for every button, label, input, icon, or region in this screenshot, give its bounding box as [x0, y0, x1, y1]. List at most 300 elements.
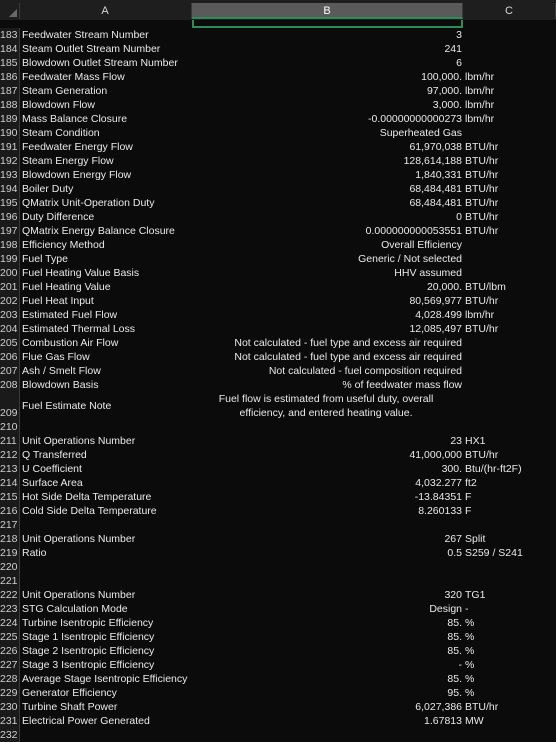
cell-b[interactable]: [192, 56, 462, 70]
cell-b-text: 4,032.277: [415, 477, 462, 489]
cell-b-text: 241: [444, 43, 462, 55]
row-header[interactable]: [0, 504, 20, 518]
table-row: [0, 56, 556, 70]
column-header-b[interactable]: B: [192, 3, 463, 19]
cell-c[interactable]: [465, 210, 556, 224]
row-header[interactable]: [0, 630, 20, 644]
cell-c[interactable]: [465, 140, 556, 154]
table-row: [0, 658, 556, 672]
cell-b-text: 85.: [447, 631, 462, 643]
cell-b[interactable]: [192, 224, 462, 238]
select-all-triangle-icon: [9, 9, 17, 17]
row-header[interactable]: [0, 126, 20, 140]
row-header[interactable]: [0, 182, 20, 196]
cell-a-text: Unit Operations Number: [22, 589, 136, 601]
cell-b[interactable]: [192, 644, 462, 658]
cell-b[interactable]: [192, 280, 462, 294]
cell-b[interactable]: [192, 238, 462, 252]
cell-c[interactable]: [465, 28, 556, 42]
row-number: 211: [0, 435, 17, 447]
table-row: [0, 308, 556, 322]
row-header[interactable]: [0, 658, 20, 672]
cell-a-text: Ash / Smelt Flow: [22, 365, 101, 377]
row-number: 226: [0, 645, 18, 657]
cell-c[interactable]: [465, 364, 556, 378]
cell-b[interactable]: [192, 336, 462, 350]
cell-b-text: 3,000.: [432, 99, 462, 111]
cell-b[interactable]: [192, 28, 462, 42]
cell-b[interactable]: [192, 532, 462, 546]
cell-b-text: 3: [456, 29, 462, 41]
row-number: 198: [0, 239, 18, 251]
cell-c-text: %: [465, 631, 475, 643]
row-header[interactable]: [0, 574, 20, 588]
cell-b-text: Not calculated - fuel composition required: [268, 365, 462, 377]
row-header[interactable]: [0, 70, 20, 84]
row-header[interactable]: [0, 546, 20, 560]
row-header[interactable]: [0, 280, 20, 294]
row-header[interactable]: [0, 336, 20, 350]
row-header[interactable]: [0, 84, 20, 98]
cell-b[interactable]: [192, 462, 462, 476]
cell-b[interactable]: [192, 420, 462, 434]
table-row: [0, 490, 556, 504]
cell-c[interactable]: [465, 420, 556, 434]
cell-b[interactable]: [192, 518, 462, 532]
row-number: 196: [0, 211, 18, 223]
row-number: 213: [0, 463, 18, 475]
table-row: [0, 238, 556, 252]
cell-c[interactable]: [465, 546, 556, 560]
cell-a-text: Steam Outlet Stream Number: [22, 43, 161, 55]
cell-c-text: Btu/(hr-ft2F): [465, 463, 522, 475]
row-header[interactable]: [0, 210, 20, 224]
cell-b[interactable]: [192, 168, 462, 182]
row-header[interactable]: [0, 532, 20, 546]
cell-b[interactable]: [192, 154, 462, 168]
row-number: 216: [0, 505, 18, 517]
cell-a-text: Stage 2 Isentropic Efficiency: [22, 645, 155, 657]
row-header[interactable]: [0, 434, 20, 448]
cell-b[interactable]: [192, 602, 462, 616]
cell-a-text: Fuel Heat Input: [22, 295, 94, 307]
cell-a-text: Boiler Duty: [22, 183, 74, 195]
cell-b[interactable]: [192, 574, 462, 588]
cell-a-text: Fuel Estimate Note: [22, 400, 112, 412]
cell-c[interactable]: [465, 518, 556, 532]
cell-c[interactable]: [465, 322, 556, 336]
cell-c-text: lbm/hr: [465, 309, 495, 321]
row-header[interactable]: [0, 714, 20, 728]
row-header[interactable]: [0, 588, 20, 602]
cell-b[interactable]: [192, 98, 462, 112]
table-row: [0, 588, 556, 602]
cell-b-text: 4,028.499: [415, 309, 462, 321]
cell-a-text: Ratio: [22, 547, 47, 559]
cell-c-text: BTU/hr: [465, 211, 499, 223]
row-header[interactable]: [0, 490, 20, 504]
cell-c[interactable]: [465, 686, 556, 700]
cell-b[interactable]: [192, 308, 462, 322]
cell-c-text: lbm/hr: [465, 113, 495, 125]
cell-b-text: -: [458, 659, 462, 671]
cell-b-text: 0.000000000053551: [365, 225, 462, 237]
cell-a-text: Turbine Isentropic Efficiency: [22, 617, 154, 629]
row-number: 190: [0, 127, 18, 139]
cell-c[interactable]: [465, 392, 556, 420]
cell-a-text: Fuel Type: [22, 253, 68, 265]
row-number: 223: [0, 603, 18, 615]
row-header[interactable]: [0, 98, 20, 112]
cell-a-text: Feedwater Stream Number: [22, 29, 149, 41]
table-row: [0, 84, 556, 98]
cell-b-text: HHV assumed: [394, 267, 462, 279]
cell-c[interactable]: [465, 350, 556, 364]
cell-a-text: Blowdown Basis: [22, 379, 99, 391]
cell-b[interactable]: [192, 658, 462, 672]
row-header[interactable]: [0, 476, 20, 490]
row-header[interactable]: [0, 700, 20, 714]
table-row: [0, 70, 556, 84]
cell-b[interactable]: [192, 616, 462, 630]
table-row: [0, 462, 556, 476]
cell-b-text: 128,614,188: [403, 155, 462, 167]
cell-c[interactable]: [465, 700, 556, 714]
cell-b[interactable]: [192, 266, 462, 280]
cell-b-text: 0.5: [447, 547, 462, 559]
cell-c-text: Split: [465, 533, 486, 545]
row-number: 219: [0, 547, 18, 559]
cell-a-text: Hot Side Delta Temperature: [22, 491, 152, 503]
cell-b-text: 95.: [447, 687, 462, 699]
cell-b[interactable]: [192, 588, 462, 602]
cell-c[interactable]: [465, 672, 556, 686]
cell-b-text: Design: [429, 603, 462, 615]
cell-c[interactable]: [465, 658, 556, 672]
column-header-c[interactable]: C: [463, 3, 556, 19]
cell-b-text: 300.: [441, 463, 462, 475]
row-header[interactable]: [0, 686, 20, 700]
table-row: [0, 42, 556, 56]
row-number: 187: [0, 85, 18, 97]
row-header[interactable]: [0, 602, 20, 616]
cell-c[interactable]: [465, 56, 556, 70]
row-header[interactable]: [0, 224, 20, 238]
cell-c[interactable]: [465, 182, 556, 196]
cell-c[interactable]: [465, 84, 556, 98]
cell-c[interactable]: [465, 98, 556, 112]
cell-a-text: Generator Efficiency: [22, 687, 117, 699]
cell-c-text: BTU/hr: [465, 169, 499, 181]
row-header[interactable]: [0, 644, 20, 658]
cell-c-text: BTU/hr: [465, 295, 499, 307]
row-header[interactable]: [0, 728, 20, 742]
cell-c[interactable]: [465, 616, 556, 630]
row-number: 184: [0, 43, 18, 55]
row-number: 189: [0, 113, 18, 125]
row-number: 212: [0, 449, 18, 461]
cell-c-text: BTU/hr: [465, 701, 499, 713]
cell-c[interactable]: [465, 336, 556, 350]
cell-c[interactable]: [465, 294, 556, 308]
cell-a-text: Duty Difference: [22, 211, 95, 223]
cell-c-text: lbm/hr: [465, 85, 495, 97]
row-number: 232: [0, 729, 18, 741]
cell-c[interactable]: [465, 644, 556, 658]
cell-c[interactable]: [465, 462, 556, 476]
cell-c-text: BTU/hr: [465, 197, 499, 209]
cell-b[interactable]: [192, 350, 462, 364]
table-row: [0, 672, 556, 686]
cell-b-text: 1,840,331: [415, 169, 462, 181]
cell-b-text: 6,027,386: [415, 701, 462, 713]
cell-c[interactable]: [465, 280, 556, 294]
cell-c[interactable]: [465, 728, 556, 742]
cell-b[interactable]: [192, 294, 462, 308]
row-header[interactable]: [0, 392, 20, 420]
row-header[interactable]: [0, 140, 20, 154]
row-number: 206: [0, 351, 18, 363]
table-row: [0, 112, 556, 126]
row-number: 200: [0, 267, 18, 279]
row-header[interactable]: [0, 378, 20, 392]
cell-a-text: Efficiency Method: [22, 239, 105, 251]
row-header[interactable]: [0, 462, 20, 476]
table-row: [0, 448, 556, 462]
cell-b-text: 267: [444, 533, 462, 545]
cell-a-text: Fuel Heating Value Basis: [22, 267, 140, 279]
table-row: [0, 504, 556, 518]
table-row: [0, 210, 556, 224]
cell-c[interactable]: [465, 490, 556, 504]
row-number: 207: [0, 365, 18, 377]
row-header[interactable]: [0, 420, 20, 434]
table-row: [0, 434, 556, 448]
cell-a-text: Unit Operations Number: [22, 533, 136, 545]
cell-c-text: BTU/hr: [465, 155, 499, 167]
table-row: [0, 392, 556, 420]
cell-b[interactable]: [192, 630, 462, 644]
cell-c-text: BTU/hr: [465, 323, 499, 335]
cell-b[interactable]: [192, 672, 462, 686]
cell-c[interactable]: [465, 42, 556, 56]
cell-a-text: Turbine Shaft Power: [22, 701, 118, 713]
row-header[interactable]: [0, 196, 20, 210]
cell-b[interactable]: [192, 182, 462, 196]
cell-a-text: Blowdown Flow: [22, 99, 95, 111]
table-row: [0, 364, 556, 378]
cell-c[interactable]: [465, 70, 556, 84]
cell-b[interactable]: [192, 476, 462, 490]
cell-c[interactable]: [465, 714, 556, 728]
cell-c[interactable]: [465, 168, 556, 182]
cell-c-text: lbm/hr: [465, 71, 495, 83]
cell-a-text: Blowdown Outlet Stream Number: [22, 57, 178, 69]
row-number: 193: [0, 169, 18, 181]
cell-b-text: 100,000.: [421, 71, 462, 83]
cell-b-text: 68,484,481: [409, 197, 462, 209]
cell-a-text: Combustion Air Flow: [22, 337, 119, 349]
cell-b-text-line: efficiency, and entered heating value.: [239, 407, 413, 419]
cell-b[interactable]: [192, 70, 462, 84]
cell-a-text: Average Stage Isentropic Efficiency: [22, 673, 188, 685]
cell-b[interactable]: [192, 210, 462, 224]
cell-c[interactable]: [465, 448, 556, 462]
cell-b[interactable]: [192, 546, 462, 560]
cell-c[interactable]: [465, 266, 556, 280]
cell-b[interactable]: [192, 700, 462, 714]
row-header[interactable]: [0, 518, 20, 532]
column-header-a[interactable]: A: [19, 3, 192, 19]
row-number: 229: [0, 687, 18, 699]
cell-c[interactable]: [465, 602, 556, 616]
cell-b[interactable]: [192, 434, 462, 448]
cell-c-text: F: [465, 491, 472, 503]
row-number: 214: [0, 477, 18, 489]
cell-b-text: 68,484,481: [409, 183, 462, 195]
cell-c[interactable]: [465, 238, 556, 252]
cell-b[interactable]: [192, 126, 462, 140]
row-header[interactable]: [0, 308, 20, 322]
cell-a-text: Fuel Heating Value: [22, 281, 111, 293]
cell-b[interactable]: [192, 560, 462, 574]
cell-b[interactable]: [192, 112, 462, 126]
row-header[interactable]: [0, 42, 20, 56]
cell-c-text: %: [465, 617, 475, 629]
cell-b[interactable]: [192, 140, 462, 154]
cell-b[interactable]: [192, 504, 462, 518]
cell-b-text: Superheated Gas: [379, 127, 462, 139]
row-header[interactable]: [0, 560, 20, 574]
selected-cell-border: [192, 20, 463, 28]
cell-b[interactable]: [192, 490, 462, 504]
cell-c[interactable]: [465, 154, 556, 168]
cell-c[interactable]: [465, 434, 556, 448]
table-row: [0, 378, 556, 392]
cell-b[interactable]: [192, 728, 462, 742]
cell-a-text: Stage 1 Isentropic Efficiency: [22, 631, 155, 643]
cell-c[interactable]: [465, 308, 556, 322]
cell-b[interactable]: [192, 42, 462, 56]
row-number: 221: [0, 575, 18, 587]
table-row: [0, 224, 556, 238]
table-row: [0, 630, 556, 644]
row-number: 197: [0, 225, 18, 237]
row-number: 220: [0, 561, 18, 573]
cell-b-text: Not calculated - fuel type and excess air required: [234, 337, 462, 349]
row-header[interactable]: [0, 168, 20, 182]
cell-b-text: 20,000.: [426, 281, 462, 293]
cell-b-text: -0.00000000000273: [367, 113, 462, 125]
select-all-corner[interactable]: [0, 3, 20, 19]
table-row: [0, 616, 556, 630]
cell-c[interactable]: [465, 574, 556, 588]
cell-c[interactable]: [465, 112, 556, 126]
cell-a-text: Blowdown Energy Flow: [22, 169, 132, 181]
table-row: [0, 602, 556, 616]
cell-b-text: 80,569,977: [409, 295, 462, 307]
row-header[interactable]: [0, 252, 20, 266]
cell-c[interactable]: [465, 630, 556, 644]
row-number: 203: [0, 309, 18, 321]
table-row: [0, 700, 556, 714]
row-header[interactable]: [0, 364, 20, 378]
cell-b-text: 41,000,000: [409, 449, 462, 461]
row-header[interactable]: [0, 294, 20, 308]
row-header[interactable]: [0, 266, 20, 280]
cell-b[interactable]: [192, 392, 462, 420]
row-number: 225: [0, 631, 18, 643]
cell-c[interactable]: [465, 126, 556, 140]
row-header[interactable]: [0, 350, 20, 364]
row-header[interactable]: [0, 112, 20, 126]
row-number: 208: [0, 379, 18, 391]
cell-b-text: 85.: [447, 673, 462, 685]
cell-c[interactable]: [465, 532, 556, 546]
cell-b-text: 85.: [447, 617, 462, 629]
row-number: 192: [0, 155, 18, 167]
cell-c-text: F: [465, 505, 472, 517]
table-row: [0, 728, 556, 742]
cell-c[interactable]: [465, 504, 556, 518]
row-header[interactable]: [0, 56, 20, 70]
cell-b[interactable]: [192, 448, 462, 462]
cell-b[interactable]: [192, 196, 462, 210]
cell-b[interactable]: [192, 686, 462, 700]
cell-b-text: 85.: [447, 645, 462, 657]
cell-b-text: 23: [450, 435, 462, 447]
cell-c[interactable]: [465, 196, 556, 210]
cell-b[interactable]: [192, 252, 462, 266]
cell-b-text: Overall Efficiency: [381, 239, 462, 251]
cell-c[interactable]: [465, 224, 556, 238]
cell-c[interactable]: [465, 560, 556, 574]
cell-b-text: 320: [444, 589, 462, 601]
row-header[interactable]: [0, 154, 20, 168]
cell-c[interactable]: [465, 378, 556, 392]
row-header[interactable]: [0, 672, 20, 686]
cell-b-text: 61,970,038: [409, 141, 462, 153]
table-row: [0, 168, 556, 182]
cell-b[interactable]: [192, 84, 462, 98]
cell-c[interactable]: [465, 476, 556, 490]
row-number: 231: [0, 715, 18, 727]
cell-c-text: %: [465, 673, 475, 685]
cell-b[interactable]: [192, 364, 462, 378]
cell-a-text: STG Calculation Mode: [22, 603, 128, 615]
cell-b[interactable]: [192, 714, 462, 728]
cell-c[interactable]: [465, 252, 556, 266]
row-header[interactable]: [0, 448, 20, 462]
table-row: [0, 714, 556, 728]
table-row: [0, 140, 556, 154]
cell-c-text: BTU/hr: [465, 449, 499, 461]
row-header[interactable]: [0, 616, 20, 630]
cell-b[interactable]: [192, 378, 462, 392]
table-row: [0, 336, 556, 350]
row-header[interactable]: [0, 28, 20, 42]
row-header[interactable]: [0, 238, 20, 252]
cell-a-text: Stage 3 Isentropic Efficiency: [22, 659, 155, 671]
cell-c[interactable]: [465, 588, 556, 602]
row-number: 205: [0, 337, 18, 349]
table-row: [0, 28, 556, 42]
cell-b-text: Not calculated - fuel type and excess air required: [234, 351, 462, 363]
table-row: [0, 644, 556, 658]
row-header[interactable]: [0, 322, 20, 336]
cell-a-text: Unit Operations Number: [22, 435, 136, 447]
cell-b[interactable]: [192, 322, 462, 336]
